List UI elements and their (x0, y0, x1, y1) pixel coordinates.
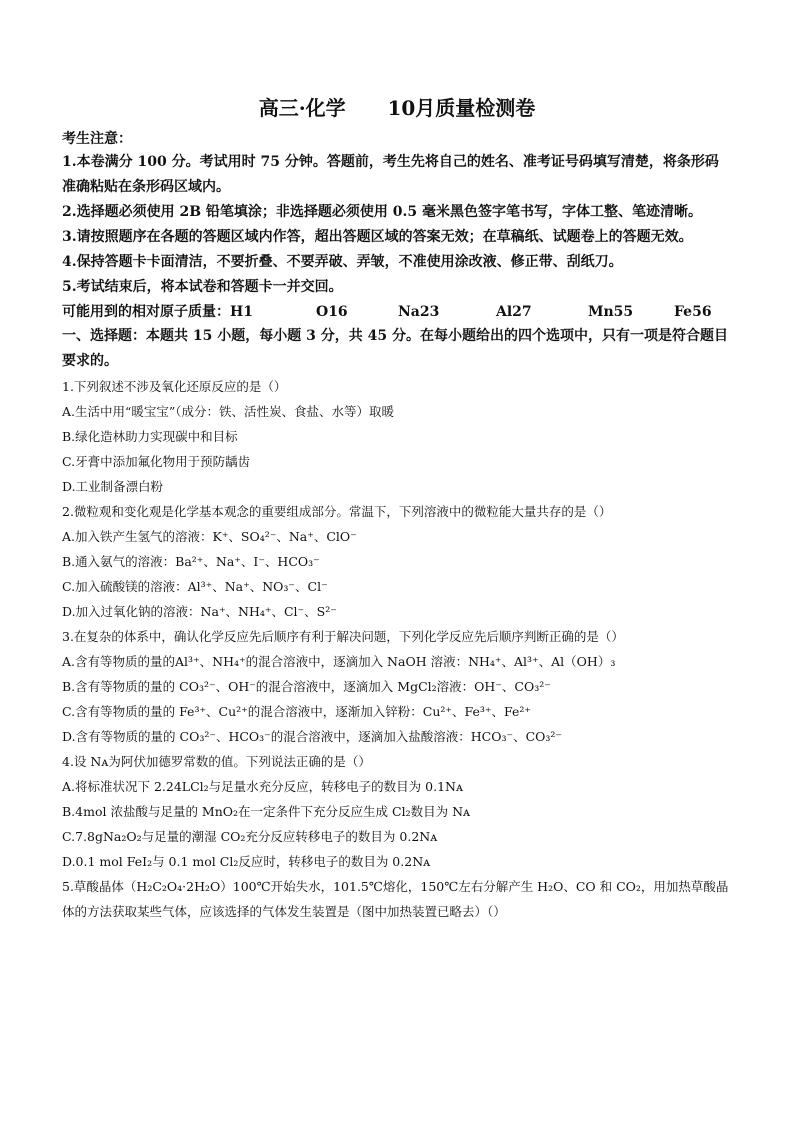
atomic-mass-line (62, 300, 732, 324)
atomic-mass-al: Al27 (496, 304, 532, 320)
option-b: B.绿化造林助力实现碳中和目标 (62, 429, 238, 444)
option-a: A.含有等物质的量的Al³⁺、NH₄⁺的混合溶液中，逐滴加入 NaOH 溶液：NH₄⁺、Al³⁺、Al（OH）₃ (62, 654, 616, 669)
option-d: D.加入过氧化钠的溶液：Na⁺、NH₄⁺、Cl⁻、S²⁻ (62, 604, 337, 619)
option-b: B.通入氨气的溶液：Ba²⁺、Na⁺、I⁻、HCO₃⁻ (62, 554, 320, 569)
page-title: 高三·化学 10月质量检测卷 (258, 96, 536, 120)
option-c: C.含有等物质的量的 Fe³⁺、Cu²⁺的混合溶液中，逐渐加入锌粉：Cu²⁺、Fe³⁺、Fe²⁺ (62, 704, 532, 719)
atomic-mass-o: O16 (316, 304, 348, 320)
atomic-mass-mn: Mn55 (588, 304, 634, 320)
notice-item: 3.请按照题序在各题的答题区域内作答，超出答题区域的答案无效；在草稿纸、试题卷上的答题无效。 (62, 229, 693, 245)
option-d: D.含有等物质的量的 CO₃²⁻、HCO₃⁻的混合溶液中，逐滴加入盐酸溶液：HCO₃⁻、CO₃²⁻ (62, 729, 563, 744)
option-b: B.含有等物质的量的 CO₃²⁻、OH⁻的混合溶液中，逐滴加入 MgCl₂溶液：OH⁻、CO₃²⁻ (62, 679, 551, 694)
question-stem: 2.微粒观和变化观是化学基本观念的重要组成部分。常温下，下列溶液中的微粒能大量共存的是（） (62, 504, 612, 519)
question-stem: 5.草酸晶体（H₂C₂O₄·2H₂O）100℃开始失水，101.5℃熔化，150℃左右分解产生 H₂O、CO 和 CO₂，用加热草酸晶体的方法获取某些气体，应该选择的气体发生装置是（图中加热装置已略去）（） (62, 879, 729, 919)
option-a: A.将标准状况下 2.24LCl₂与足量水充分反应，转移电子的数目为 0.1Nᴀ (62, 779, 464, 794)
notice-item: 2.选择题必须使用 2B 铅笔填涂；非选择题必须使用 0.5 毫米黑色签字笔书写，字体工整、笔迹清晰。 (62, 204, 703, 220)
notice-item: 4.保持答题卡卡面清洁，不要折叠、不要弄破、弄皱，不准使用涂改液、修正带、刮纸刀。 (62, 254, 623, 270)
atomic-mass-na: Na23 (398, 304, 440, 320)
question-stem: 3.在复杂的体系中，确认化学反应先后顺序有利于解决问题，下列化学反应先后顺序判断正确的是（） (62, 629, 624, 644)
option-a: A.加入铁产生氢气的溶液：K⁺、SO₄²⁻、Na⁺、ClO⁻ (62, 529, 357, 544)
notice-heading: 考生注意： (62, 131, 132, 147)
option-b: B.4mol 浓盐酸与足量的 MnO₂在一定条件下充分反应生成 Cl₂数目为 Nᴀ (62, 804, 471, 819)
notice-item: 5.考试结束后，将本试卷和答题卡一并交回。 (62, 279, 343, 295)
notice-item: 1.本卷满分 100 分。考试用时 75 分钟。答题前，考生先将自己的姓名、准考证号码填写清楚，将条形码准确粘贴在条形码区域内。 (62, 154, 719, 195)
question-stem: 4.设 Nᴀ为阿伏加德罗常数的值。下列说法正确的是（） (62, 754, 371, 769)
section-heading: 一、选择题：本题共 15 小题，每小题 3 分，共 45 分。在每小题给出的四个选项中，只有一项是符合题目要求的。 (62, 328, 728, 369)
option-c: C.加入硫酸镁的溶液：Al³⁺、Na⁺、NO₃⁻、Cl⁻ (62, 579, 328, 594)
option-a: A.生活中用“暖宝宝”（成分：铁、活性炭、食盐、水等）取暖 (62, 404, 395, 419)
exam-page (62, 88, 732, 924)
option-d: D.0.1 mol FeI₂与 0.1 mol Cl₂反应时，转移电子的数目为 0.2Nᴀ (62, 854, 431, 869)
atomic-mass-fe: Fe56 (674, 304, 712, 320)
option-c: C.牙膏中添加氟化物用于预防龋齿 (62, 454, 251, 469)
option-d: D.工业制备漂白粉 (62, 479, 164, 494)
atomic-mass-label: 可能用到的相对原子质量：H1 (62, 304, 253, 320)
option-c: C.7.8gNa₂O₂与足量的潮湿 CO₂充分反应转移电子的数目为 0.2Nᴀ (62, 829, 438, 844)
question-stem: 1.下列叙述不涉及氧化还原反应的是（） (62, 379, 287, 394)
